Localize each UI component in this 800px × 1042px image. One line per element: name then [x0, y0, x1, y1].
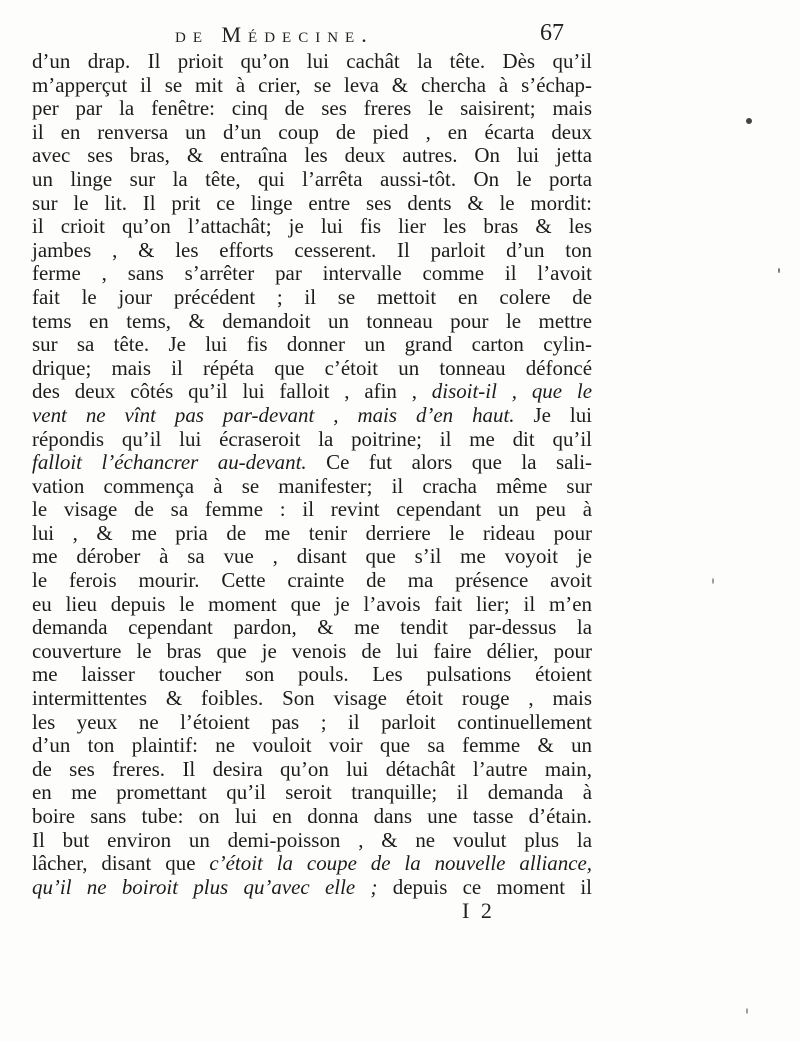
text-run: Il but environ un demi-poisson , & ne voulut plus la — [32, 827, 592, 852]
text-line — [32, 545, 592, 569]
text-run: drique; mais il répéta que c’étoit un tonneau défoncé — [32, 355, 592, 380]
italic-run: c’étoit la coupe de la nouvelle alliance, — [209, 851, 592, 876]
text-line — [32, 262, 592, 286]
text-run: répondis qu’il lui écraseroit la poitrine; il me dit qu’il — [32, 426, 592, 451]
text-line — [32, 428, 592, 452]
text-line — [32, 711, 592, 735]
text-run: d’un ton plaintif: ne vouloit voir que sa femme & un — [32, 733, 592, 758]
text-line — [32, 97, 592, 121]
text-line — [32, 286, 592, 310]
text-line — [32, 50, 592, 74]
ink-speck — [778, 268, 780, 273]
text-line — [32, 144, 592, 168]
text-line — [32, 380, 592, 404]
italic-run: disoit-il , que le — [431, 379, 592, 404]
text-run: boire sans tube: on lui en donna dans une tasse d’étain. — [32, 804, 592, 828]
text-run: eu lieu depuis le moment que je l’avois fait lier; il m’en — [32, 591, 592, 616]
text-line — [32, 616, 592, 640]
text-run: demanda cependant pardon, & me tendit par-dessus la — [32, 615, 592, 640]
italic-run: falloit l’échancrer au-devant. — [32, 450, 307, 475]
text-run: Ce fut alors que la sali- — [306, 450, 592, 475]
body-text — [32, 50, 592, 899]
text-line — [32, 663, 592, 687]
text-run: d’un drap. Il prioit qu’on lui cachât la tête. Dès qu’il — [32, 49, 592, 73]
text-line — [32, 829, 592, 853]
text-run: les yeux ne l’étoient pas ; il parloit continuellement — [32, 709, 592, 734]
text-line — [32, 522, 592, 546]
italic-run: vent ne vînt pas par-devant , mais d’en haut. — [32, 402, 515, 427]
page-number: 67 — [540, 20, 564, 46]
text-run: de ses freres. Il desira qu’on lui détachât l’autre main, — [32, 756, 592, 781]
text-run: ferme , sans s’arrêter par intervalle comme il l’avoit — [32, 261, 592, 286]
text-run: avec ses bras, & entraîna les deux autres. On lui jetta — [32, 143, 592, 168]
text-line — [32, 74, 592, 98]
text-line — [32, 593, 592, 617]
text-line — [32, 758, 592, 782]
text-line — [32, 357, 592, 381]
text-line — [32, 734, 592, 758]
text-run: per par la fenêtre: cinq de ses freres le saisirent; mais — [32, 96, 592, 121]
text-line — [32, 876, 592, 900]
text-run: m’apperçut il se mit à crier, se leva & chercha à s’échap- — [32, 72, 592, 97]
text-line — [32, 192, 592, 216]
text-line — [32, 404, 592, 428]
text-run: intermittentes & foibles. Son visage étoit rouge , mais — [32, 686, 592, 711]
text-line — [32, 239, 592, 263]
text-run: me dérober à sa vue , disant que s’il me voyoit je — [32, 544, 592, 569]
running-title: de Médecine. — [175, 22, 374, 47]
italic-run: qu’il ne boiroit plus qu’avec elle ; — [32, 874, 378, 899]
text-line — [32, 168, 592, 192]
ink-speck — [712, 578, 714, 584]
ink-speck — [746, 118, 752, 124]
text-line — [32, 333, 592, 357]
text-line — [32, 640, 592, 664]
text-run: Je lui — [514, 402, 592, 427]
text-run: vation commença à se manifester; il cracha même sur — [32, 473, 592, 498]
text-line — [32, 498, 592, 522]
text-line — [32, 310, 592, 334]
text-line — [32, 451, 592, 475]
text-line — [32, 687, 592, 711]
text-run: un linge sur la tête, qui l’arrêta aussi-tôt. On le porta — [32, 166, 592, 191]
text-run: le ferois mourir. Cette crainte de ma présence avoit — [32, 568, 592, 593]
text-run: me laisser toucher son pouls. Les pulsations étoient — [32, 662, 592, 687]
text-run: il en renversa un d’un coup de pied , en écarta deux — [32, 119, 592, 144]
text-run: le visage de sa femme : il revint cependant un peu à — [32, 497, 592, 522]
text-run: tems en tems, & demandoit un tonneau pour le mettre — [32, 308, 592, 333]
text-line — [32, 852, 592, 876]
text-line — [32, 805, 592, 829]
ink-speck — [746, 1008, 748, 1014]
text-line — [32, 781, 592, 805]
text-run: jambes , & les efforts cesserent. Il parloit d’un ton — [32, 237, 592, 262]
text-run: sur sa tête. Je lui fis donner un grand carton cylin- — [32, 332, 592, 357]
signature-mark: I 2 — [462, 898, 495, 923]
text-run: en me promettant qu’il seroit tranquille; il demanda à — [32, 780, 592, 805]
text-line — [32, 569, 592, 593]
text-run: sur le lit. Il prit ce linge entre ses dents & le mordit: — [32, 190, 592, 215]
text-run: depuis ce moment il — [377, 874, 592, 899]
text-run: il crioit qu’on l’attachât; je lui fis lier les bras & les — [32, 214, 592, 239]
text-run: des deux côtés qu’il lui falloit , afin , — [32, 379, 432, 404]
text-run: fait le jour précédent ; il se mettoit en colere de — [32, 284, 592, 309]
text-line — [32, 121, 592, 145]
text-line — [32, 215, 592, 239]
text-run: lâcher, disant que — [32, 851, 210, 876]
text-run: lui , & me pria de me tenir derriere le rideau pour — [32, 520, 592, 545]
text-run: couverture le bras que je venois de lui faire délier, pour — [32, 638, 592, 663]
text-line — [32, 475, 592, 499]
